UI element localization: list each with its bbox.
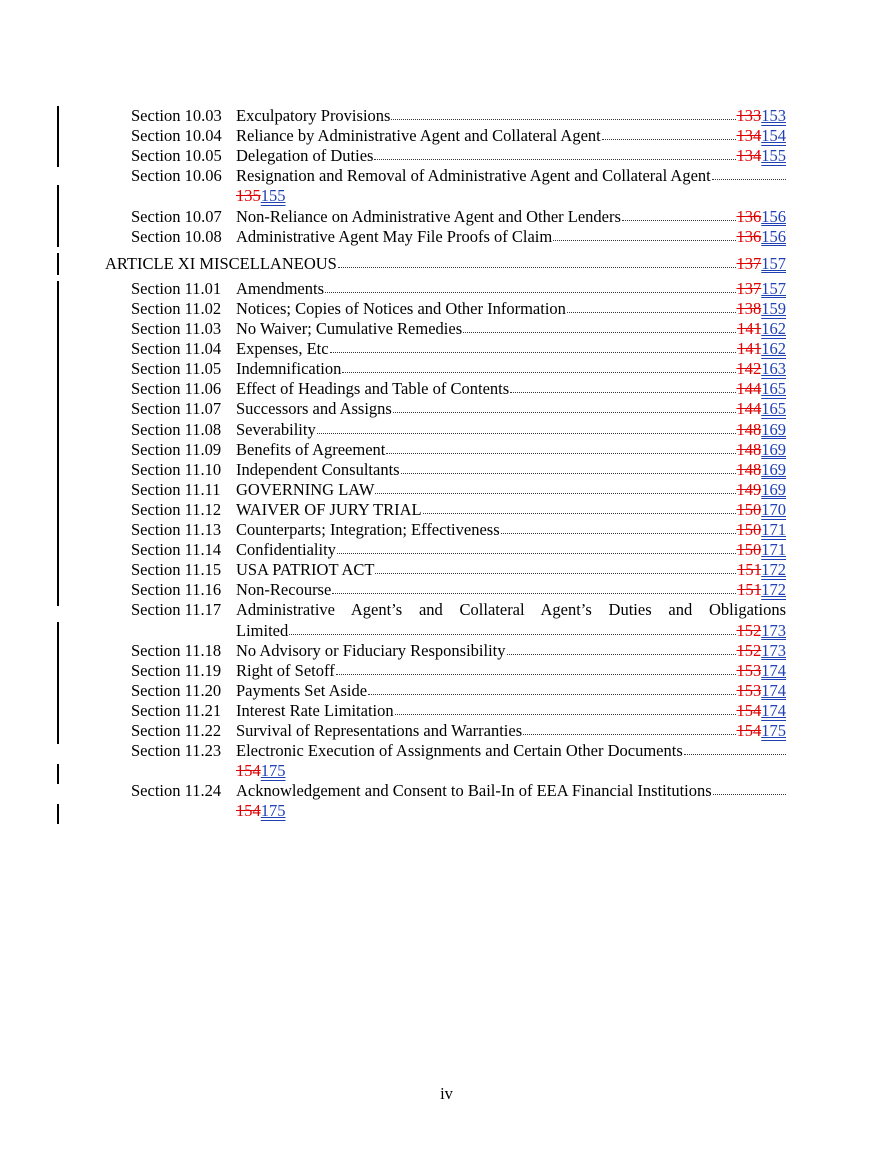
deleted-page-number: 153 xyxy=(736,680,762,700)
change-bar xyxy=(57,561,59,581)
change-bar xyxy=(57,207,59,227)
entry-title[interactable]: Confidentiality xyxy=(236,540,336,560)
dot-leader xyxy=(423,513,736,514)
dot-leader xyxy=(684,754,786,755)
toc-entry[interactable] xyxy=(0,781,893,801)
dot-leader xyxy=(393,412,736,413)
entry-title[interactable]: WAIVER OF JURY TRIAL xyxy=(236,499,422,519)
page-reference[interactable] xyxy=(737,379,787,399)
toc-entry[interactable] xyxy=(0,379,893,399)
entry-title[interactable]: Benefits of Agreement xyxy=(236,439,386,459)
section-number: Section 10.04 xyxy=(131,126,222,146)
section-number: Section 11.14 xyxy=(131,540,222,560)
deleted-page-number: 154 xyxy=(736,721,762,740)
inserted-page-number[interactable]: 172 xyxy=(761,580,786,600)
entry-title[interactable]: Resignation and Removal of Administrative Agent and Collateral Agent xyxy=(236,166,711,186)
change-bar xyxy=(57,461,59,481)
entry-title[interactable]: Payments Set Aside xyxy=(236,680,368,700)
toc-entry[interactable] xyxy=(0,500,893,520)
dot-leader xyxy=(553,240,735,241)
toc-entry[interactable] xyxy=(0,460,893,480)
page-reference[interactable] xyxy=(236,801,286,821)
deleted-page-number: 136 xyxy=(736,226,762,246)
deleted-page-number: 150 xyxy=(736,540,762,560)
toc-entry[interactable] xyxy=(0,540,893,560)
deleted-page-number: 151 xyxy=(737,580,762,600)
section-number: Section 11.13 xyxy=(131,520,222,539)
change-bar xyxy=(57,521,59,541)
change-bar xyxy=(57,106,59,127)
section-number: Section 11.22 xyxy=(131,721,222,740)
toc-entry[interactable] xyxy=(0,299,893,319)
change-bar xyxy=(57,664,59,684)
dot-leader xyxy=(401,473,736,474)
page-reference[interactable] xyxy=(737,701,787,721)
page-reference[interactable] xyxy=(737,207,787,227)
entry-title[interactable]: Survival of Representations and Warranties xyxy=(236,721,523,740)
dot-leader xyxy=(386,453,735,454)
inserted-page-number[interactable]: 175 xyxy=(260,761,286,781)
inserted-page-number[interactable]: 172 xyxy=(761,560,786,580)
section-number: Section 11.06 xyxy=(131,379,222,399)
change-bar xyxy=(57,127,59,147)
deleted-page-number: 138 xyxy=(736,298,762,318)
change-bar xyxy=(57,501,59,521)
page-reference[interactable] xyxy=(737,440,787,460)
section-number: Section 11.04 xyxy=(131,339,222,359)
section-number: Section 11.19 xyxy=(131,660,222,680)
change-bar xyxy=(57,361,59,381)
deleted-page-number: 148 xyxy=(736,439,762,459)
page-reference[interactable] xyxy=(737,299,787,319)
dot-leader xyxy=(338,267,736,268)
entry-title-continuation: Limited xyxy=(236,620,289,640)
section-number: Section 11.15 xyxy=(131,560,222,580)
dot-leader xyxy=(317,433,736,434)
change-bar xyxy=(57,441,59,461)
deleted-page-number: 144 xyxy=(736,399,762,419)
change-bar xyxy=(57,301,59,321)
inserted-page-number[interactable]: 155 xyxy=(761,146,786,166)
page-reference[interactable] xyxy=(737,106,787,126)
dot-leader xyxy=(330,352,737,353)
entry-title[interactable]: Notices; Copies of Notices and Other Information xyxy=(236,298,566,318)
dot-leader xyxy=(342,372,735,373)
inserted-page-number[interactable]: 157 xyxy=(761,253,786,273)
section-number: Section 11.03 xyxy=(131,319,222,338)
change-bar xyxy=(57,644,59,664)
toc-entry[interactable] xyxy=(0,359,893,379)
entry-title[interactable]: Indemnification xyxy=(236,359,342,379)
inserted-page-number[interactable]: 157 xyxy=(761,278,786,298)
toc-entry[interactable] xyxy=(0,721,893,741)
toc-entry[interactable] xyxy=(0,126,893,146)
dot-leader xyxy=(391,119,735,120)
toc-entry[interactable] xyxy=(0,580,893,600)
deleted-page-number: 151 xyxy=(737,560,762,580)
section-number: Section 10.05 xyxy=(131,146,222,166)
entry-title[interactable]: Non-Reliance on Administrative Agent and Other Lenders xyxy=(236,206,621,226)
dot-leader xyxy=(337,553,736,554)
change-bar xyxy=(57,401,59,421)
dot-leader xyxy=(622,220,736,221)
inserted-page-number[interactable]: 174 xyxy=(761,680,786,700)
inserted-page-number[interactable]: 174 xyxy=(761,700,786,720)
inserted-page-number[interactable]: 171 xyxy=(761,540,786,560)
inserted-page-number[interactable]: 165 xyxy=(761,399,786,419)
inserted-page-number[interactable]: 156 xyxy=(761,226,786,246)
deleted-page-number: 141 xyxy=(737,339,762,359)
section-number: Section 11.23 xyxy=(131,741,222,761)
entry-title[interactable]: Delegation of Duties xyxy=(236,146,374,166)
entry-title[interactable]: Effect of Headings and Table of Contents xyxy=(236,379,510,399)
toc-entry[interactable] xyxy=(0,106,893,126)
section-number: Section 11.24 xyxy=(131,781,222,801)
page-reference[interactable] xyxy=(737,661,787,681)
page-reference[interactable] xyxy=(737,540,787,560)
deleted-page-number: 150 xyxy=(736,499,762,519)
inserted-page-number[interactable]: 171 xyxy=(761,520,786,539)
inserted-page-number[interactable]: 174 xyxy=(761,660,786,680)
section-number: Section 11.07 xyxy=(131,399,222,419)
page-reference[interactable] xyxy=(737,520,787,540)
inserted-page-number[interactable]: 162 xyxy=(761,339,786,359)
entry-title[interactable]: No Advisory or Fiduciary Responsibility xyxy=(236,640,506,660)
deleted-page-number: 141 xyxy=(737,319,762,338)
page-reference[interactable] xyxy=(737,279,787,299)
entry-title[interactable]: GOVERNING LAW xyxy=(236,479,375,499)
toc-entry[interactable] xyxy=(0,641,893,661)
deleted-page-number: 148 xyxy=(736,459,762,479)
deleted-page-number: 134 xyxy=(736,146,762,166)
inserted-page-number[interactable]: 175 xyxy=(260,801,286,821)
change-bar xyxy=(57,341,59,361)
section-number: Section 11.05 xyxy=(131,359,222,379)
toc-entry[interactable] xyxy=(0,319,893,339)
deleted-page-number: 133 xyxy=(736,106,762,125)
entry-title[interactable]: USA PATRIOT ACT xyxy=(236,560,375,580)
page-reference[interactable] xyxy=(737,621,787,641)
deleted-page-number: 144 xyxy=(736,379,762,399)
section-number: Section 10.07 xyxy=(131,206,222,226)
change-bar xyxy=(57,622,59,644)
entry-title[interactable]: Severability xyxy=(236,419,316,439)
deleted-page-number: 137 xyxy=(736,253,762,273)
change-bar xyxy=(57,253,59,275)
dot-leader xyxy=(336,674,736,675)
inserted-page-number[interactable]: 155 xyxy=(260,186,286,206)
section-number: Section 11.09 xyxy=(131,439,222,459)
inserted-page-number[interactable]: 154 xyxy=(761,126,786,146)
change-bar xyxy=(57,381,59,401)
dot-leader xyxy=(712,179,786,180)
page-number: iv xyxy=(440,1084,453,1103)
entry-title[interactable]: Administrative Agent’s and Collateral Agent’s Duties and Obligations xyxy=(236,600,786,620)
deleted-page-number: 153 xyxy=(736,660,762,680)
dot-leader xyxy=(375,493,735,494)
page-reference[interactable] xyxy=(737,399,787,419)
section-number: Section 11.16 xyxy=(131,580,222,600)
entry-title[interactable]: Non-Recourse xyxy=(236,580,332,600)
deleted-page-number: 149 xyxy=(736,479,762,499)
change-bar xyxy=(57,321,59,341)
section-number: Section 11.11 xyxy=(131,479,221,499)
toc-entry[interactable] xyxy=(0,339,893,359)
deleted-page-number: 134 xyxy=(736,126,762,146)
entry-title[interactable]: Counterparts; Integration; Effectiveness xyxy=(236,520,500,539)
section-number: Section 11.21 xyxy=(131,700,222,720)
deleted-page-number: 154 xyxy=(736,700,762,720)
toc-entry[interactable] xyxy=(0,701,893,721)
inserted-page-number[interactable]: 175 xyxy=(761,721,786,740)
deleted-page-number: 137 xyxy=(736,278,762,298)
toc-entry-continuation[interactable] xyxy=(0,801,893,821)
entry-title[interactable]: Expenses, Etc xyxy=(236,339,329,359)
change-bar xyxy=(57,704,59,724)
deleted-page-number: 142 xyxy=(736,359,762,379)
entry-title[interactable]: Exculpatory Provisions xyxy=(236,106,391,125)
inserted-page-number[interactable]: 173 xyxy=(761,620,786,640)
inserted-page-number[interactable]: 169 xyxy=(761,419,786,439)
deleted-page-number: 148 xyxy=(736,419,762,439)
inserted-page-number[interactable]: 153 xyxy=(761,106,786,125)
toc-entry[interactable] xyxy=(0,560,893,580)
dot-leader xyxy=(463,332,736,333)
dot-leader xyxy=(325,292,736,293)
dot-leader xyxy=(332,593,736,594)
toc-entry[interactable] xyxy=(0,207,893,227)
dot-leader xyxy=(523,734,735,735)
page-reference[interactable] xyxy=(737,319,786,339)
page-reference[interactable] xyxy=(737,146,787,166)
dot-leader xyxy=(501,533,736,534)
entry-title[interactable]: No Waiver; Cumulative Remedies xyxy=(236,319,463,338)
dot-leader xyxy=(602,139,736,140)
inserted-page-number[interactable]: 170 xyxy=(761,499,786,519)
entry-title[interactable]: Independent Consultants xyxy=(236,459,400,479)
entry-title[interactable]: Administrative Agent May File Proofs of Claim xyxy=(236,226,553,246)
entry-title[interactable]: Electronic Execution of Assignments and Certain Other Documents xyxy=(236,741,683,761)
entry-title[interactable]: Right of Setoff xyxy=(236,660,335,680)
dot-leader xyxy=(289,634,735,635)
change-bar xyxy=(57,227,59,247)
page-reference[interactable] xyxy=(737,641,787,661)
section-number: Section 10.08 xyxy=(131,226,222,246)
deleted-page-number: 136 xyxy=(736,206,762,226)
deleted-page-number: 154 xyxy=(236,801,261,821)
dot-leader xyxy=(713,794,786,795)
toc-entry-continuation[interactable] xyxy=(0,186,893,206)
deleted-page-number: 152 xyxy=(736,640,762,660)
page-reference[interactable] xyxy=(737,359,787,379)
toc-entry[interactable] xyxy=(0,480,893,500)
section-number: Section 11.12 xyxy=(131,499,222,519)
change-bar xyxy=(57,581,59,606)
page-reference[interactable] xyxy=(737,500,787,520)
deleted-page-number: 152 xyxy=(736,620,762,640)
dot-leader xyxy=(375,573,736,574)
toc-entry[interactable] xyxy=(0,279,893,299)
inserted-page-number[interactable]: 169 xyxy=(761,479,786,499)
page-reference[interactable] xyxy=(737,460,787,480)
change-bar xyxy=(57,481,59,501)
toc-entry[interactable] xyxy=(0,661,893,681)
inserted-page-number[interactable]: 163 xyxy=(761,359,786,379)
change-bar xyxy=(57,684,59,704)
change-bar xyxy=(57,541,59,561)
page-reference[interactable] xyxy=(737,560,786,580)
entry-title[interactable]: Interest Rate Limitation xyxy=(236,700,394,720)
deleted-page-number: 154 xyxy=(236,761,261,781)
section-number: Section 10.06 xyxy=(131,166,222,186)
article-entry[interactable] xyxy=(0,254,893,274)
page-reference[interactable] xyxy=(737,254,787,274)
dot-leader xyxy=(395,714,736,715)
toc-entry[interactable] xyxy=(0,440,893,460)
change-bar xyxy=(57,281,59,301)
change-bar xyxy=(57,724,59,744)
dot-leader xyxy=(510,392,735,393)
change-bar xyxy=(57,421,59,441)
inserted-page-number[interactable]: 169 xyxy=(761,459,786,479)
change-bar xyxy=(57,804,59,824)
dot-leader xyxy=(507,654,736,655)
page-reference[interactable] xyxy=(737,227,787,247)
page-reference[interactable] xyxy=(737,420,787,440)
page-reference[interactable] xyxy=(236,761,286,781)
toc-entry[interactable] xyxy=(0,681,893,701)
page-reference[interactable] xyxy=(737,480,787,500)
page-reference[interactable] xyxy=(737,721,787,741)
toc-entry[interactable] xyxy=(0,146,893,166)
section-number: Section 10.03 xyxy=(131,106,222,125)
inserted-page-number[interactable]: 173 xyxy=(761,640,786,660)
section-number: Section 11.08 xyxy=(131,419,222,439)
toc-entry-continuation xyxy=(0,621,893,641)
inserted-page-number[interactable]: 162 xyxy=(761,319,786,338)
inserted-page-number[interactable]: 165 xyxy=(761,379,786,399)
entry-title[interactable]: Acknowledgement and Consent to Bail-In of EEA Financial Institutions xyxy=(236,781,712,801)
toc-entry[interactable] xyxy=(0,227,893,247)
section-number: Section 11.01 xyxy=(131,278,222,298)
deleted-page-number: 135 xyxy=(236,186,261,206)
inserted-page-number[interactable]: 169 xyxy=(761,439,786,459)
inserted-page-number[interactable]: 156 xyxy=(761,206,786,226)
page-reference[interactable] xyxy=(737,681,787,701)
toc-entry[interactable] xyxy=(0,520,893,540)
section-number: Section 11.20 xyxy=(131,680,222,700)
entry-title[interactable]: Amendments xyxy=(236,278,324,298)
section-number: Section 11.17 xyxy=(131,600,222,620)
toc-entry-continuation[interactable] xyxy=(0,761,893,781)
deleted-page-number: 150 xyxy=(736,520,762,539)
toc-entry[interactable] xyxy=(0,600,893,620)
entry-title[interactable]: Reliance by Administrative Agent and Collateral Agent xyxy=(236,126,601,146)
page-reference[interactable] xyxy=(737,580,786,600)
inserted-page-number[interactable]: 159 xyxy=(761,298,786,318)
toc-entry[interactable] xyxy=(0,420,893,440)
change-bar xyxy=(57,185,59,207)
dot-leader xyxy=(368,694,735,695)
entry-title[interactable]: ARTICLE XI MISCELLANEOUS xyxy=(105,253,337,273)
entry-title[interactable]: Successors and Assigns xyxy=(236,399,392,419)
section-number: Section 11.18 xyxy=(131,640,222,660)
dot-leader xyxy=(567,312,736,313)
section-number: Section 11.02 xyxy=(131,298,222,318)
toc-entry[interactable] xyxy=(0,166,893,186)
page-reference[interactable] xyxy=(737,339,786,359)
page-reference[interactable] xyxy=(737,126,787,146)
toc-entry[interactable] xyxy=(0,741,893,761)
section-number: Section 11.10 xyxy=(131,459,222,479)
change-bar xyxy=(57,764,59,784)
dot-leader xyxy=(374,159,735,160)
toc-entry[interactable] xyxy=(0,399,893,419)
page-reference[interactable] xyxy=(236,186,286,206)
change-bar xyxy=(57,147,59,167)
